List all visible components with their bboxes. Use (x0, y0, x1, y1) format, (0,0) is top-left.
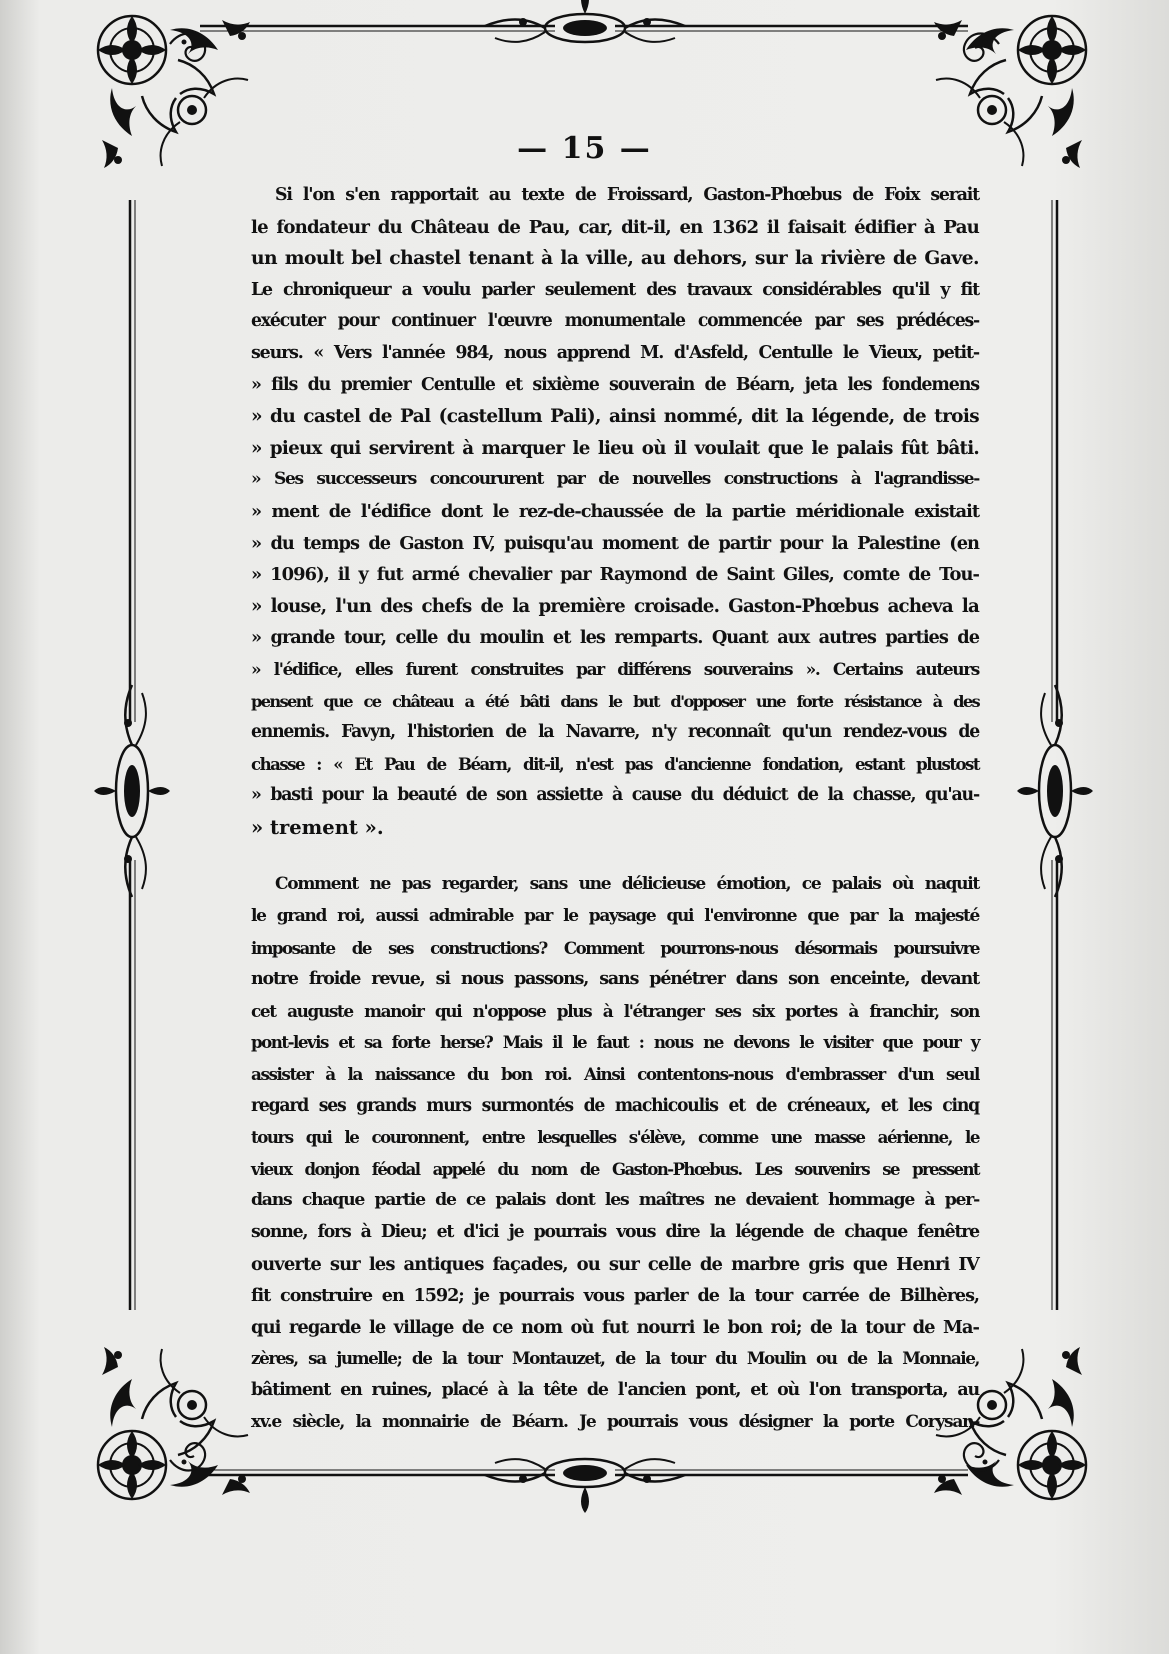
text-line: vieux donjon féodal appelé du nom de Gaston-Phœbus. Les souvenirs se pressent (251, 1159, 979, 1179)
text-line: » du temps de Gaston IV, puisqu'au moment de partir pour la Palestine (en (251, 532, 979, 554)
text-line: fit construire en 1592; je pourrais vous parler de la tour carrée de Bilhères, (251, 1285, 979, 1307)
text-line: seurs. « Vers l'année 984, nous apprend M. d'Asfeld, Centulle le Vieux, petit- (251, 342, 979, 363)
text-line: cet auguste manoir qui n'oppose plus à l'étranger ses six portes à franchir, son (251, 1000, 979, 1021)
text-line: ennemis. Favyn, l'historien de la Navarre, n'y reconnaît qu'un rendez-vous de (251, 722, 979, 743)
text-line: Si l'on s'en rapportait au texte de Froissard, Gaston-Phœbus de Foix serait (275, 185, 979, 205)
text-line: » basti pour la beauté de son assiette à cause du déduict de la chasse, qu'au- (251, 785, 979, 806)
text-line: » Ses successeurs concoururent par de nouvelles constructions à l'agrandisse- (251, 469, 979, 490)
paragraph-2 (227, 869, 979, 1438)
text-line: sonne, fors à Dieu; et d'ici je pourrais vous dire la légende de chaque fenêtre (251, 1222, 979, 1242)
text-line: » ment de l'édifice dont le rez-de-chaussée de la partie méridionale existait (251, 500, 979, 522)
text-line: pensent que ce château a été bâti dans le but d'opposer une forte résistance à des (251, 691, 979, 711)
text-line: notre froide revue, si nous passons, sans pénétrer dans son enceinte, devant (251, 969, 979, 990)
text-line: dans chaque partie de ce palais dont les maîtres ne devaient hommage à per- (251, 1190, 979, 1211)
paragraph-1 (227, 180, 979, 843)
body-text (227, 180, 979, 1438)
text-line: zères, sa jumelle; de la tour Montauzet, de la tour du Moulin ou de la Monnaie, (251, 1348, 979, 1369)
text-line: le grand roi, aussi admirable par le paysage qui l'environne que par la majesté (251, 906, 979, 927)
text-line: assister à la naissance du bon roi. Ainsi contentons-nous d'embrasser d'un seul (251, 1064, 979, 1085)
text-line: ouverte sur les antiques façades, ou sur celle de marbre gris que Henri IV (251, 1253, 979, 1275)
text-line: le fondateur du Château de Pau, car, dit-il, en 1362 il faisait édifier à Pau (251, 216, 979, 238)
text-line: » l'édifice, elles furent construites par différens souverains ». Certains auteurs (251, 658, 979, 679)
page-number: — 15 — (517, 131, 652, 166)
text-line: exécuter pour continuer l'œuvre monumentale commencée par ses prédéces- (251, 311, 979, 332)
text-line: pont-levis et sa forte herse? Mais il le faut : nous ne devons le visiter que pour y (251, 1032, 979, 1053)
text-line: Le chroniqueur a voulu parler seulement des travaux considérables qu'il y fit (251, 279, 979, 300)
text-line: » pieux qui servirent à marquer le lieu où il voulait que le palais fût bâti. (251, 437, 979, 459)
text-line: qui regarde le village de ce nom où fut nourri le bon roi; de la tour de Ma- (251, 1316, 979, 1338)
text-line: » trement ». (251, 815, 384, 839)
text-line: » fils du premier Centulle et sixième souverain de Béarn, jeta les fondemens (251, 374, 979, 395)
text-line: tours qui le couronnent, entre lesquelles s'élève, comme une masse aérienne, le (251, 1127, 979, 1148)
text-line: » louse, l'un des chefs de la première croisade. Gaston-Phœbus acheva la (251, 595, 979, 617)
text-line: un moult bel chastel tenant à la ville, au dehors, sur la rivière de Gave. (251, 247, 979, 270)
text-line: » grande tour, celle du moulin et les remparts. Quant aux autres parties de (251, 627, 979, 649)
text-line: » 1096), il y fut armé chevalier par Raymond de Saint Giles, comte de Tou- (251, 564, 979, 586)
text-line: » du castel de Pal (castellum Pali), ainsi nommé, dit la légende, de trois (251, 406, 979, 428)
text-line: chasse : « Et Pau de Béarn, dit-il, n'est pas d'ancienne fondation, estant plustost (251, 753, 979, 774)
text-line: bâtiment en ruines, placé à la tête de l'ancien pont, et où l'on transporta, au (251, 1379, 979, 1400)
text-line: Comment ne pas regarder, sans une délicieuse émotion, ce palais où naquit (275, 874, 979, 895)
text-line: xv.e siècle, la monnairie de Béarn. Je pourrais vous désigner la porte Corysan- (251, 1411, 979, 1432)
text-line: imposante de ses constructions? Comment pourrons-nous désormais poursuivre (251, 937, 979, 958)
text-line: regard ses grands murs surmontés de machicoulis et de créneaux, et les cinq (251, 1095, 979, 1116)
